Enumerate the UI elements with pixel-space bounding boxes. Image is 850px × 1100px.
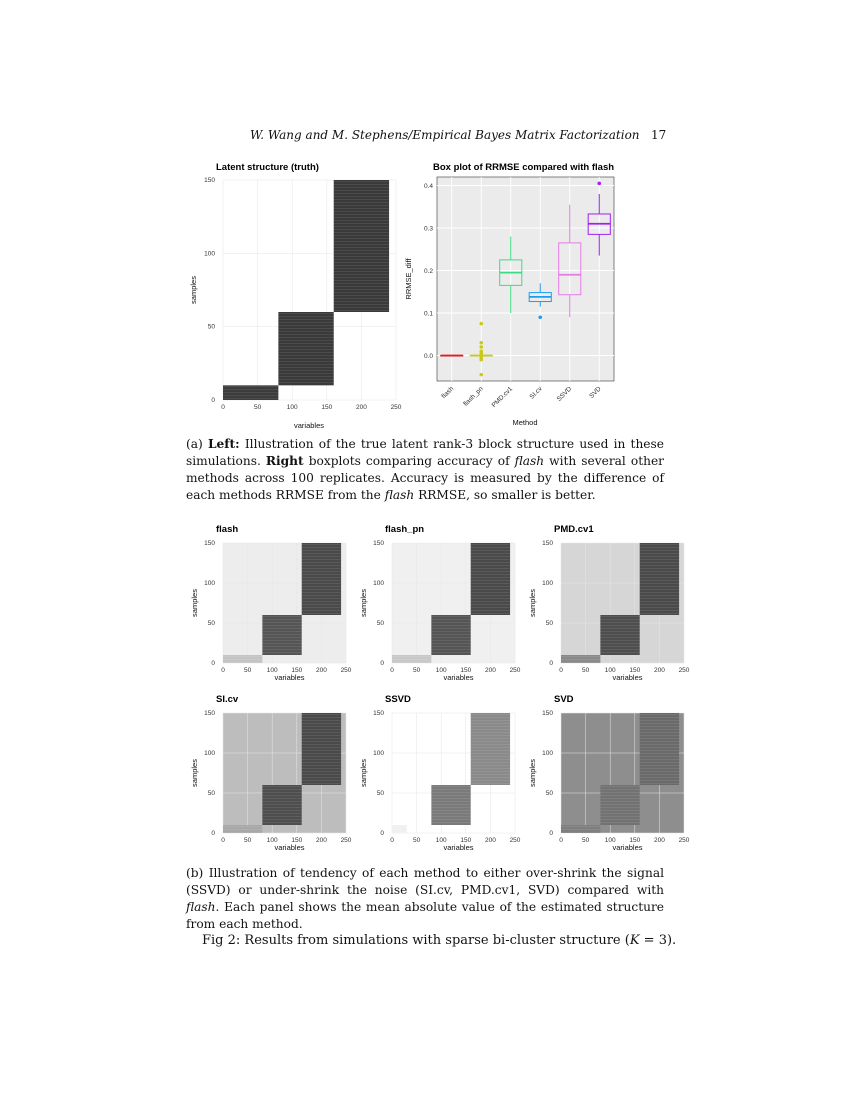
- estimate-panel-6-xtick: 250: [678, 837, 690, 844]
- estimate-panel-1-ytick: 50: [207, 620, 215, 627]
- boxplot-xtick: PMD.cv1: [490, 385, 515, 410]
- estimate-panel-5: [359, 694, 521, 852]
- caption-a-flash-2: flash: [384, 488, 415, 502]
- caption-a-right-label: Right: [265, 454, 304, 468]
- caption-a-text-4: RRMSE, so smaller is better.: [414, 488, 596, 502]
- running-title: W. Wang and M. Stephens/Empirical Bayes Matrix Factorization: [250, 128, 640, 142]
- estimate-panel-1-xtick: 0: [221, 667, 225, 674]
- estimate-panel-xlabel: variables: [612, 673, 643, 682]
- caption-a-left-label: Left:: [207, 437, 240, 451]
- estimate-panel-1: [190, 524, 352, 682]
- estimate-panel-5-xtick: 150: [460, 837, 472, 844]
- box-outlier-flash_pn: [479, 322, 483, 326]
- truth-xtick: 150: [321, 404, 333, 411]
- boxplot-xtick: flash: [440, 385, 456, 401]
- truth-xtick: 100: [286, 404, 298, 411]
- truth-heatmap-panel: [189, 162, 402, 430]
- boxplot-panel: [404, 162, 614, 427]
- truth-xtick: 200: [355, 404, 367, 411]
- estimate-panel-2-ytick: 50: [376, 620, 384, 627]
- boxplot-title: Box plot of RRMSE compared with flash: [433, 162, 615, 173]
- estimate-panel-3-ytick: 100: [542, 580, 553, 587]
- caption-a: [186, 436, 664, 504]
- estimate-panel-4-ytick: 150: [204, 710, 215, 717]
- boxplot-ytick: 0.3: [423, 225, 433, 233]
- estimate-panel-title: SVD: [554, 694, 574, 705]
- estimate-panel-4-xtick: 50: [243, 837, 252, 844]
- estimate-panel-2-ytick: 0: [380, 660, 384, 667]
- estimate-panel-3-xtick: 250: [678, 667, 690, 674]
- estimate-panel-xlabel: variables: [443, 673, 474, 682]
- estimate-panel-title: SSVD: [385, 694, 411, 705]
- estimate-panel-ylabel: samples: [190, 759, 199, 787]
- estimate-panel-4-ytick: 0: [211, 830, 215, 837]
- estimate-panel-4-ytick: 100: [204, 750, 215, 757]
- estimate-panel-4-block-2: [262, 785, 301, 825]
- estimate-panel-5-ytick: 0: [380, 830, 384, 837]
- estimate-panel-3-xtick: 100: [604, 667, 616, 674]
- truth-xtick: 0: [221, 404, 225, 411]
- estimate-panel-5-ytick: 100: [373, 750, 384, 757]
- estimate-panel-2-xtick: 100: [435, 667, 447, 674]
- estimate-panel-title: flash: [216, 524, 239, 535]
- estimate-panel-1-ytick: 100: [204, 580, 215, 587]
- estimate-panel-ylabel: samples: [528, 589, 537, 617]
- figure-caption: [202, 933, 676, 948]
- estimate-panel-6-ytick: 150: [542, 710, 553, 717]
- boxplot-ytick: 0.0: [423, 353, 433, 360]
- estimate-panel-3-ytick: 0: [549, 660, 553, 667]
- estimate-panel-2-xtick: 200: [484, 667, 496, 674]
- truth-heatmap-title: Latent structure (truth): [216, 162, 319, 173]
- caption-b-flash: flash: [186, 900, 216, 914]
- estimate-panel-2-xtick: 0: [390, 667, 394, 674]
- estimate-panel-1-xtick: 250: [340, 667, 352, 674]
- boxplot-plot-area: [437, 177, 614, 381]
- truth-ytick: 100: [204, 250, 215, 258]
- estimate-panel-6-xtick: 150: [629, 837, 641, 844]
- truth-ytick: 50: [207, 323, 215, 331]
- boxplot-ytick: 0.1: [423, 310, 433, 318]
- caption-b-text-1: (b) Illustration of tendency of each method to either over-shrink the signal (SSVD) or under-shrink the noise (SI.cv, PMD.cv1, SVD) compared with: [186, 866, 664, 897]
- estimate-panel-ylabel: samples: [190, 589, 199, 617]
- estimate-panel-xlabel: variables: [274, 673, 305, 682]
- box-outlier-flash_pn: [479, 345, 483, 349]
- estimate-panel-3-ytick: 50: [545, 620, 553, 627]
- estimate-panel-1-block-2: [262, 615, 301, 655]
- box-outlier-flash_pn: [479, 373, 483, 377]
- page-number: 17: [651, 128, 667, 142]
- boxplot-xtick: SI.cv: [528, 385, 544, 401]
- truth-block-2: [278, 312, 333, 385]
- estimate-panel-5-xtick: 0: [390, 837, 394, 844]
- estimate-panel-3-xtick: 0: [559, 667, 563, 674]
- estimate-panel-6: [528, 694, 690, 852]
- box-outlier-SI.cv: [538, 315, 542, 319]
- estimate-panel-1-xtick: 100: [266, 667, 278, 674]
- estimate-panel-4-ytick: 50: [207, 790, 215, 797]
- estimate-panel-1-ytick: 150: [204, 540, 215, 547]
- estimate-panel-6-block-2: [600, 785, 639, 825]
- caption-a-flash-1: flash: [514, 454, 545, 468]
- figure-caption-text-2: = 3).: [639, 933, 677, 948]
- estimate-panel-2: [359, 524, 521, 682]
- estimate-panel-5-xtick: 250: [509, 837, 521, 844]
- boxplot-ytick: 0.2: [423, 268, 433, 275]
- box-outlier-flash_pn: [479, 358, 483, 362]
- truth-ytick: 0: [211, 397, 215, 404]
- figure-caption-text-1: Fig 2: Results from simulations with sparse bi-cluster structure (: [202, 933, 630, 948]
- figure-caption-k: K: [629, 933, 640, 948]
- box-outlier-flash_pn: [479, 352, 483, 356]
- estimate-panel-2-ytick: 100: [373, 580, 384, 587]
- estimate-panel-xlabel: variables: [274, 843, 305, 852]
- estimate-panel-1-xtick: 150: [291, 667, 303, 674]
- box-outlier-SVD: [597, 182, 601, 186]
- estimate-panel-ylabel: samples: [528, 759, 537, 787]
- boxplot-xtick: flash_pn: [462, 385, 485, 408]
- estimate-panel-1-xtick: 50: [243, 667, 252, 674]
- estimate-panel-3-block-2: [600, 615, 639, 655]
- estimate-panel-3-xtick: 50: [581, 667, 590, 674]
- caption-a-text-2: boxplots comparing accuracy of: [303, 454, 515, 468]
- estimate-panel-ylabel: samples: [359, 759, 368, 787]
- estimate-panel-4-xtick: 100: [266, 837, 278, 844]
- estimate-panel-4: [190, 694, 352, 852]
- estimate-panel-3-xtick: 150: [629, 667, 641, 674]
- truth-ytick: 150: [204, 177, 215, 184]
- estimate-panel-2-ytick: 150: [373, 540, 384, 547]
- estimate-panel-title: SI.cv: [216, 694, 239, 705]
- estimate-panel-3: [528, 524, 690, 682]
- estimate-panel-1-xtick: 200: [315, 667, 327, 674]
- estimate-panel-6-xtick: 50: [581, 837, 590, 844]
- estimate-panel-6-xtick: 200: [653, 837, 665, 844]
- estimate-panel-5-xtick: 50: [412, 837, 421, 844]
- estimate-panel-2-xtick: 250: [509, 667, 521, 674]
- estimate-panel-1-ytick: 0: [211, 660, 215, 667]
- boxplot-xlabel: Method: [512, 418, 538, 427]
- estimate-panel-5-block-2: [431, 785, 470, 825]
- boxplot-xtick: SVD: [588, 385, 603, 400]
- estimate-panel-5-ytick: 150: [373, 710, 384, 717]
- estimate-panel-6-ytick: 100: [542, 750, 553, 757]
- estimate-panel-6-ytick: 50: [545, 790, 553, 797]
- boxplot-xtick: SSVD: [555, 385, 574, 403]
- estimate-panel-3-ytick: 150: [542, 540, 553, 547]
- box-outlier-flash_pn: [479, 341, 483, 345]
- truth-blocks: [204, 177, 402, 411]
- estimate-panel-title: flash_pn: [385, 524, 425, 535]
- estimate-panel-4-xtick: 0: [221, 837, 225, 844]
- estimate-panel-xlabel: variables: [443, 843, 474, 852]
- estimate-panel-6-ytick: 0: [549, 830, 553, 837]
- estimate-panel-title: PMD.cv1: [554, 524, 594, 535]
- estimate-panel-5-ytick: 50: [376, 790, 384, 797]
- truth-xlabel: variables: [293, 421, 325, 430]
- estimate-panels: [190, 524, 690, 852]
- caption-b-text-2: . Each panel shows the mean absolute value of the estimated structure from each method.: [186, 900, 664, 931]
- truth-xtick: 50: [253, 404, 262, 411]
- estimate-panel-4-xtick: 250: [340, 837, 352, 844]
- caption-a-prefix: (a): [186, 437, 208, 451]
- estimate-panel-2-xtick: 50: [412, 667, 421, 674]
- boxplot-ylabel: RRMSE_diff: [404, 258, 413, 300]
- estimate-panel-6-xtick: 100: [604, 837, 616, 844]
- caption-b: [186, 865, 664, 933]
- estimate-panel-xlabel: variables: [612, 843, 643, 852]
- boxplot-ytick: 0.4: [423, 183, 433, 190]
- estimate-panel-5-xtick: 200: [484, 837, 496, 844]
- estimate-panel-3-xtick: 200: [653, 667, 665, 674]
- estimate-panel-ylabel: samples: [359, 589, 368, 617]
- estimate-panel-2-xtick: 150: [460, 667, 472, 674]
- truth-xtick: 250: [390, 404, 402, 411]
- caption-a-text-3: with several other methods across 100 replicates. Accuracy is measured by the difference of each methods RRMSE from the: [186, 454, 664, 502]
- caption-a-text-1: Illustration of the true latent rank-3 block structure used in these simulations.: [186, 437, 664, 468]
- estimate-panel-2-block-2: [431, 615, 470, 655]
- estimate-panel-6-xtick: 0: [559, 837, 563, 844]
- estimate-panel-5-xtick: 100: [435, 837, 447, 844]
- estimate-panel-4-xtick: 200: [315, 837, 327, 844]
- estimate-panel-4-xtick: 150: [291, 837, 303, 844]
- truth-ylabel: samples: [189, 276, 198, 304]
